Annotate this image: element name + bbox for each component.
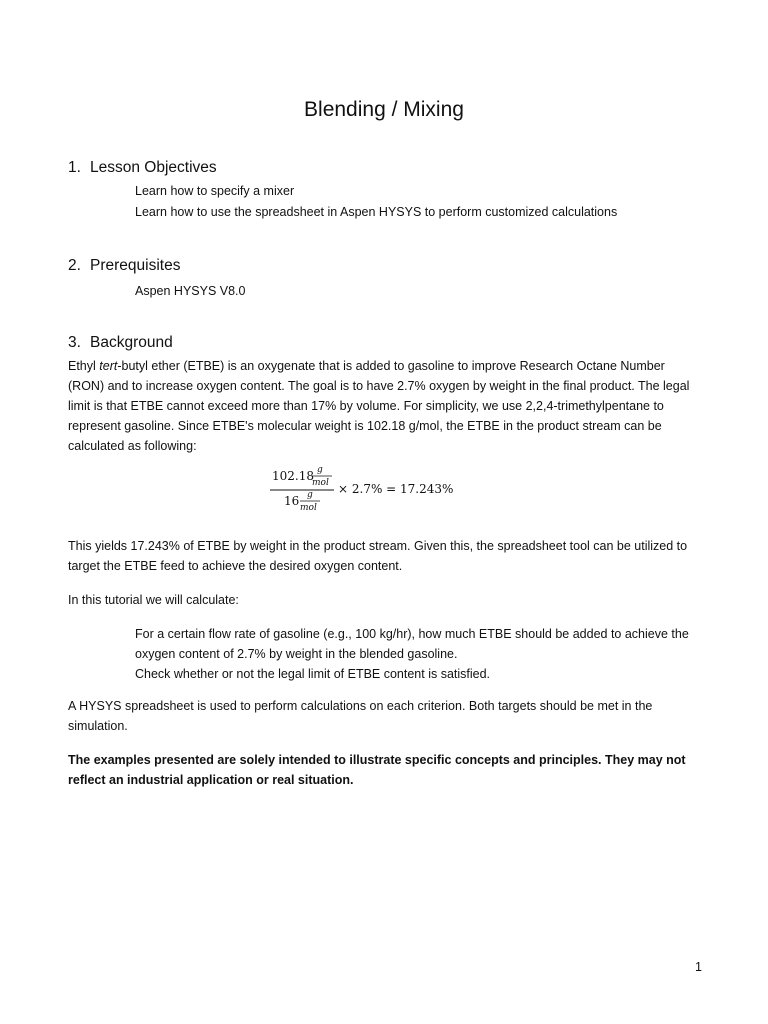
section-number: 1. (68, 159, 81, 176)
prerequisite-item: Aspen HYSYS V8.0 (135, 284, 246, 298)
numerator-unit-bottom: mol (312, 478, 329, 488)
numerator-value: 102.18 (272, 469, 314, 483)
section-title: Prerequisites (90, 257, 181, 274)
background-paragraph-line: calculated as following: (68, 439, 197, 453)
tutorial-list-item-continued: oxygen content of 2.7% by weight in the blended gasoline. (135, 647, 458, 661)
tutorial-intro: In this tutorial we will calculate: (68, 593, 239, 607)
background-paragraph-line: target the ETBE feed to achieve the desired oxygen content. (68, 559, 403, 573)
page-number: 1 (695, 960, 702, 974)
section-number: 2. (68, 257, 81, 274)
page-title: Blending / Mixing (304, 98, 464, 121)
italic-term: tert (99, 359, 118, 373)
section-number: 3. (68, 334, 81, 351)
denominator-unit-bottom: mol (300, 503, 317, 513)
background-paragraph-line: limit is that ETBE cannot exceed more than 17% by volume. For simplicity, we use 2,2,4-trimethylpentane to (68, 399, 664, 413)
objective-item: Learn how to specify a mixer (135, 184, 295, 198)
numerator-unit-top: g (317, 465, 323, 475)
section-heading-prerequisites (68, 256, 180, 276)
etbe-weight-equation (262, 457, 502, 517)
background-paragraph-line: Ethyl tert-butyl ether (ETBE) is an oxygenate that is added to gasoline to improve Research Octane Number (68, 359, 665, 373)
equation-result: × 2.7% = 17.243% (338, 482, 454, 496)
background-paragraph-line: This yields 17.243% of ETBE by weight in the product stream. Given this, the spreadsheet tool can be utilized to (68, 539, 688, 553)
denominator-unit-top: g (307, 490, 313, 500)
section-title: Background (90, 334, 173, 351)
tutorial-list-item: For a certain flow rate of gasoline (e.g., 100 kg/hr), how much ETBE should be added to achieve the (135, 627, 689, 641)
section-title: Lesson Objectives (90, 159, 217, 176)
tutorial-list-item: Check whether or not the legal limit of ETBE content is satisfied. (135, 667, 491, 681)
disclaimer-line: The examples presented are solely intended to illustrate specific concepts and principles. They may not (68, 753, 686, 767)
section-heading-objectives (68, 158, 217, 178)
section-heading-background (68, 333, 173, 353)
objective-item: Learn how to use the spreadsheet in Aspen HYSYS to perform customized calculations (135, 205, 618, 219)
background-paragraph-line: (RON) and to increase oxygen content. The goal is to have 2.7% oxygen by weight in the final product. The legal (68, 379, 690, 393)
denominator-value: 16 (284, 494, 300, 508)
disclaimer-line: reflect an industrial application or real situation. (68, 773, 354, 787)
background-paragraph-line: A HYSYS spreadsheet is used to perform calculations on each criterion. Both targets should be met in the (68, 699, 653, 713)
background-paragraph-line: simulation. (68, 719, 128, 733)
background-paragraph-line: represent gasoline. Since ETBE's molecular weight is 102.18 g/mol, the ETBE in the product stream can be (68, 419, 662, 433)
